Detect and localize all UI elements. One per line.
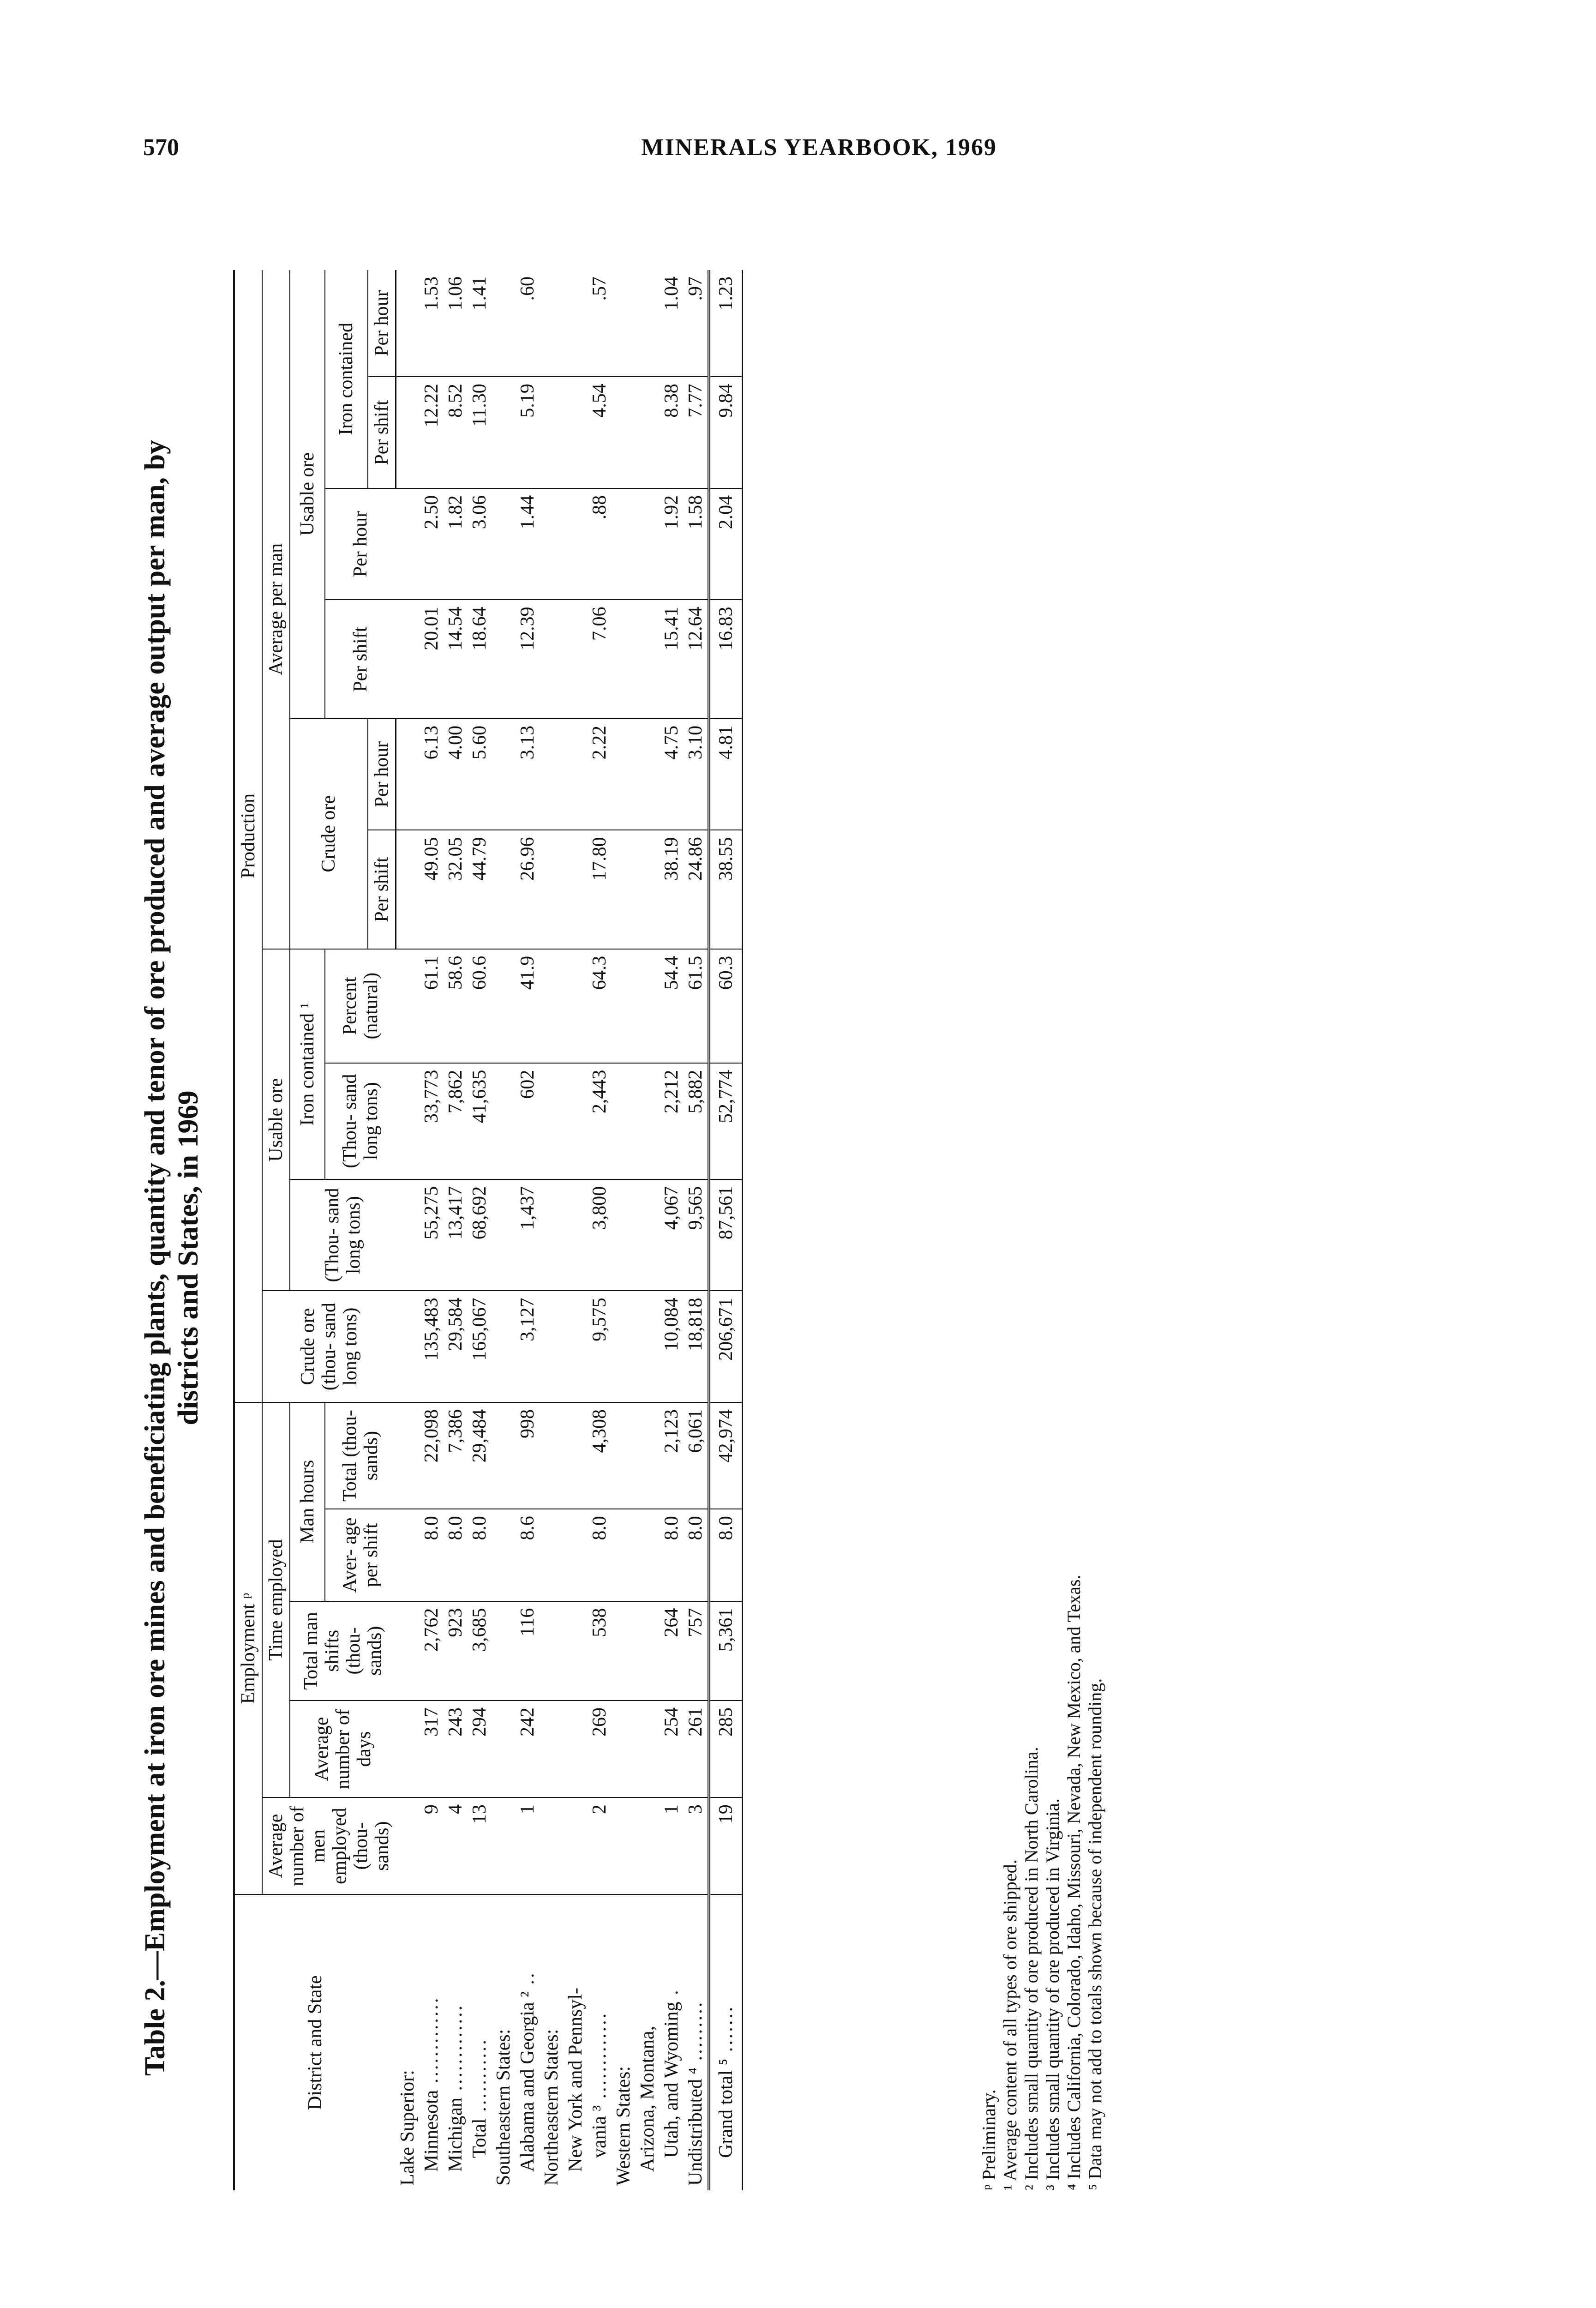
cell: 8.0 — [709, 1509, 743, 1601]
col-avg-per-shift: Aver- age per shift — [325, 1509, 396, 1601]
col-iron-contained-pm: Iron contained — [325, 270, 368, 488]
row-label: Northeastern States: — [541, 2029, 562, 2186]
cell: 9,565 — [684, 1179, 709, 1291]
table-row: Minnesota ............. 9 317 2,762 8.0 22,098 135,483 55,275 33,773 61.1 49.05 6.13 20.01 2.50 12.22 1.53 — [420, 270, 444, 2190]
cell: 87,561 — [709, 1179, 743, 1291]
cell: 3,127 — [516, 1291, 540, 1402]
col-crude-ore-qty: Crude ore (thou- sand long tons) — [262, 1291, 396, 1402]
cell: 14.54 — [444, 600, 468, 718]
cell: 18,818 — [684, 1291, 709, 1402]
cell: 1.41 — [468, 270, 492, 377]
col-pm-usable-hour: Per hour — [325, 488, 396, 600]
row-label: Total — [469, 2118, 490, 2158]
col-total-man-shifts: Total man shifts (thou- sands) — [290, 1601, 396, 1701]
table-row: vania ³ ............. 2 269 538 8.0 4,308 9,575 3,800 2,443 64.3 17.80 2.22 7.06 .88 4.54 .57 — [588, 270, 612, 2190]
cell: 1.23 — [709, 270, 743, 377]
cell: 16.83 — [709, 600, 743, 718]
cell: 1.06 — [444, 270, 468, 377]
cell: 1.53 — [420, 270, 444, 377]
cell: 317 — [420, 1701, 444, 1797]
cell: 3,800 — [588, 1179, 612, 1291]
cell: 1.58 — [684, 488, 709, 600]
table-row: Total ........... 13 294 3,685 8.0 29,484 165,067 68,692 41,635 60.6 44.79 5.60 18.64 3.06 11.30 1.41 — [468, 270, 492, 2190]
cell: 3.13 — [516, 719, 540, 830]
cell: 4.75 — [660, 719, 684, 830]
cell: 9.84 — [709, 377, 743, 488]
col-average-per-man: Average per man — [262, 270, 290, 949]
cell: 13,417 — [444, 1179, 468, 1291]
row-label: Utah, and Wyoming — [661, 2001, 682, 2158]
cell: 19 — [709, 1797, 743, 1894]
cell: 20.01 — [420, 600, 444, 718]
table-row — [540, 270, 564, 2190]
cell: 11.30 — [468, 377, 492, 488]
cell: 33,773 — [420, 1063, 444, 1179]
cell: 7.06 — [588, 600, 612, 718]
cell: 3,685 — [468, 1601, 492, 1701]
cell: 2,123 — [660, 1402, 684, 1509]
cell: 5,361 — [709, 1601, 743, 1701]
cell: 261 — [684, 1701, 709, 1797]
running-head: MINERALS YEARBOOK, 1969 — [641, 134, 997, 161]
cell: 8.6 — [516, 1509, 540, 1601]
col-avg-men: Average number of men employed (thou- sands) — [262, 1797, 396, 1894]
cell: 3 — [684, 1797, 709, 1894]
table-title — [138, 242, 205, 2273]
table-row — [612, 270, 636, 2190]
table-row — [492, 270, 516, 2190]
cell: 2,762 — [420, 1601, 444, 1701]
cell: 3.10 — [684, 719, 709, 830]
cell: 2.04 — [709, 488, 743, 600]
footnote: ² Includes small quantity of ore produced in North Carolina. — [1021, 1747, 1042, 2190]
cell: 60.6 — [468, 949, 492, 1063]
cell: 4 — [444, 1797, 468, 1894]
cell: 538 — [588, 1601, 612, 1701]
cell: 29,484 — [468, 1402, 492, 1509]
row-label: Michigan — [445, 2098, 466, 2172]
table-title-line-2: districts and States, in 1969 — [173, 1090, 204, 1425]
cell: 7,862 — [444, 1063, 468, 1179]
cell: 757 — [684, 1601, 709, 1701]
cell: 243 — [444, 1701, 468, 1797]
cell: 1.04 — [660, 270, 684, 377]
cell: .97 — [684, 270, 709, 377]
row-label: Southeastern States: — [493, 2029, 514, 2186]
cell: 60.3 — [709, 949, 743, 1063]
row-label: New York and Pennsyl- — [565, 1988, 586, 2172]
cell: 2,443 — [588, 1063, 612, 1179]
col-production: Production — [234, 270, 262, 1402]
cell: 49.05 — [420, 830, 444, 949]
cell: 2.50 — [420, 488, 444, 600]
row-label: Undistributed ⁴ — [685, 2067, 706, 2186]
cell: 294 — [468, 1701, 492, 1797]
row-label: Arizona, Montana, — [637, 2026, 658, 2172]
col-usable-qty: (Thou- sand long tons) — [290, 1179, 396, 1291]
col-pm-crude-shift: Per shift — [368, 830, 396, 949]
cell: 1,437 — [516, 1179, 540, 1291]
col-iron-contained: Iron contained ¹ — [290, 949, 325, 1179]
cell: 55,275 — [420, 1179, 444, 1291]
cell: 7,386 — [444, 1402, 468, 1509]
table-row-grand-total: Grand total ⁵ ....... 19 285 5,361 8.0 42,974 206,671 87,561 52,774 60.3 38.55 4.81 16.83 2.04 9.84 1.23 — [709, 270, 743, 2190]
cell: 68,692 — [468, 1179, 492, 1291]
cell: .60 — [516, 270, 540, 377]
cell: 38.55 — [709, 830, 743, 949]
row-label: vania ³ — [589, 2105, 610, 2158]
cell: 1 — [660, 1797, 684, 1894]
cell: 41.9 — [516, 949, 540, 1063]
cell: 41,635 — [468, 1063, 492, 1179]
row-label: Alabama and Georgia ² — [517, 1991, 538, 2172]
cell: 8.52 — [444, 377, 468, 488]
cell: 998 — [516, 1402, 540, 1509]
col-employment: Employment ᵖ — [234, 1402, 262, 1894]
cell: 24.86 — [684, 830, 709, 949]
cell: .88 — [588, 488, 612, 600]
cell: 135,483 — [420, 1291, 444, 1402]
cell: 38.19 — [660, 830, 684, 949]
cell: 2.22 — [588, 719, 612, 830]
col-usable-ore-pm: Usable ore — [290, 270, 325, 719]
table-row: Utah, and Wyoming . 1 254 264 8.0 2,123 10,084 4,067 2,212 54.4 38.19 4.75 15.41 1.92 8.38 1.04 — [660, 270, 684, 2190]
cell: 61.1 — [420, 949, 444, 1063]
table-row: Undistributed ⁴ ......... 3 261 757 8.0 6,061 18,818 9,565 5,882 61.5 24.86 3.10 12.64 1.58 7.77 .97 — [684, 270, 709, 2190]
cell: 923 — [444, 1601, 468, 1701]
table-row: Michigan ............. 4 243 923 8.0 7,386 29,584 13,417 7,862 58.6 32.05 4.00 14.54 1.82 8.52 1.06 — [444, 270, 468, 2190]
cell: 4,308 — [588, 1402, 612, 1509]
employment-table — [233, 270, 743, 2190]
cell: 12.64 — [684, 600, 709, 718]
table-row: Alabama and Georgia ² .. 1 242 116 8.6 998 3,127 1,437 602 41.9 26.96 3.13 12.39 1.44 5.19 .60 — [516, 270, 540, 2190]
page-number: 570 — [143, 134, 179, 161]
col-avg-days: Average number of days — [290, 1701, 396, 1797]
table-row — [396, 270, 420, 2190]
row-label: Grand total ⁵ — [715, 2058, 737, 2158]
cell: 264 — [660, 1601, 684, 1701]
col-crude-ore: Crude ore — [290, 719, 368, 949]
col-time-employed: Time employed — [262, 1402, 290, 1797]
col-total-hours: Total (thou- sands) — [325, 1402, 396, 1509]
cell: 13 — [468, 1797, 492, 1894]
cell: 4.81 — [709, 719, 743, 830]
cell: 4.54 — [588, 377, 612, 488]
cell: 6,061 — [684, 1402, 709, 1509]
cell: 64.3 — [588, 949, 612, 1063]
cell: 1.44 — [516, 488, 540, 600]
cell: 165,067 — [468, 1291, 492, 1402]
cell: 1.82 — [444, 488, 468, 600]
row-label: Western States: — [613, 2066, 634, 2186]
cell: 18.64 — [468, 600, 492, 718]
cell: 58.6 — [444, 949, 468, 1063]
cell: 5.19 — [516, 377, 540, 488]
footnote: ¹ Average content of all types of ore shipped. — [1000, 1859, 1020, 2190]
cell: 10,084 — [660, 1291, 684, 1402]
cell: 4,067 — [660, 1179, 684, 1291]
cell: 8.0 — [684, 1509, 709, 1601]
cell: 602 — [516, 1063, 540, 1179]
table-row — [564, 270, 588, 2190]
cell: 8.0 — [588, 1509, 612, 1601]
cell: 6.13 — [420, 719, 444, 830]
cell: 61.5 — [684, 949, 709, 1063]
cell: 8.0 — [468, 1509, 492, 1601]
col-man-hours: Man hours — [290, 1402, 325, 1601]
footnote: ⁴ Includes California, Colorado, Idaho, Missouri, Nevada, New Mexico, and Texas. — [1063, 1575, 1084, 2190]
col-pm-usable-shift: Per shift — [325, 600, 396, 718]
page-header — [143, 134, 997, 162]
col-pm-crude-hour: Per hour — [368, 719, 396, 830]
cell: 8.0 — [420, 1509, 444, 1601]
cell: 2 — [588, 1797, 612, 1894]
cell: 8.0 — [444, 1509, 468, 1601]
cell: 269 — [588, 1701, 612, 1797]
cell: 54.4 — [660, 949, 684, 1063]
col-district: District and State — [234, 1894, 396, 2190]
cell: 242 — [516, 1701, 540, 1797]
row-label: Minnesota — [421, 2090, 442, 2172]
col-pm-iron-shift: Per shift — [368, 377, 396, 488]
col-pm-iron-hour: Per hour — [368, 270, 396, 377]
cell: 44.79 — [468, 830, 492, 949]
footnote: ³ Includes small quantity of ore produced in Virginia. — [1042, 1798, 1063, 2190]
table-title-line-1: Table 2.—Employment at iron ore mines and beneficiating plants, quantity and tenor of ore produced and average output per man, by — [139, 439, 171, 2076]
col-iron-pct: Percent (natural) — [325, 949, 396, 1063]
cell: 29,584 — [444, 1291, 468, 1402]
col-usable-ore: Usable ore — [262, 949, 290, 1291]
rotated-table-block — [138, 242, 1105, 2273]
footnotes — [978, 1575, 1106, 2190]
cell: 17.80 — [588, 830, 612, 949]
cell: 4.00 — [444, 719, 468, 830]
cell: 1 — [516, 1797, 540, 1894]
cell: 285 — [709, 1701, 743, 1797]
table-row — [636, 270, 660, 2190]
cell: 9 — [420, 1797, 444, 1894]
cell: 22,098 — [420, 1402, 444, 1509]
cell: 7.77 — [684, 377, 709, 488]
cell: 8.0 — [660, 1509, 684, 1601]
cell: 32.05 — [444, 830, 468, 949]
cell: 12.39 — [516, 600, 540, 718]
footnote: ⁵ Data may not add to totals shown because of independent rounding. — [1085, 1678, 1105, 2190]
cell: 2,212 — [660, 1063, 684, 1179]
cell: 26.96 — [516, 830, 540, 949]
cell: 52,774 — [709, 1063, 743, 1179]
cell: 3.06 — [468, 488, 492, 600]
cell: 254 — [660, 1701, 684, 1797]
cell: 5.60 — [468, 719, 492, 830]
cell: 1.92 — [660, 488, 684, 600]
cell: 42,974 — [709, 1402, 743, 1509]
row-label: Lake Superior: — [397, 2070, 418, 2186]
footnote: ᵖ Preliminary. — [978, 2089, 999, 2190]
cell: 9,575 — [588, 1291, 612, 1402]
cell: .57 — [588, 270, 612, 377]
cell: 206,671 — [709, 1291, 743, 1402]
cell: 15.41 — [660, 600, 684, 718]
cell: 12.22 — [420, 377, 444, 488]
cell: 5,882 — [684, 1063, 709, 1179]
cell: 8.38 — [660, 377, 684, 488]
col-iron-qty: (Thou- sand long tons) — [325, 1063, 396, 1179]
cell: 116 — [516, 1601, 540, 1701]
